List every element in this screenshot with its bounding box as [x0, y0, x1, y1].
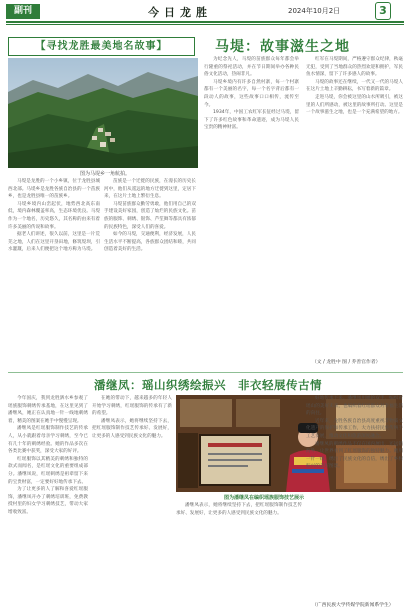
newspaper-name: 今日龙胜 [148, 6, 212, 19]
paragraph: 苗族是一个迁徙的民族，在漫长的历史长河中，他们从遥远的地方迁徙到这里，定居下来，在这片土地上繁衍生息。 [104, 179, 196, 200]
column-banner: 【寻找龙胜最美地名故事】 [8, 37, 195, 56]
paragraph: 马堤乡境内山峦起伏，地势西北高东南低，境内森林覆盖率高，生态环境优良。马堤作为一个地名，历史悠久，其名称的由来有着许多美丽的传说和故事。 [8, 201, 100, 230]
paragraph: 如今的马堤，交通便利，经济发展，人民生活水平不断提高，各族群众团结和睦，共同创造着美好的生活。 [104, 232, 196, 253]
paragraph: 马堤乡境内有许多自然村寨，每一个村寨都有一个美丽的名字，每一个名字背后都有一段动人的故事，这些故事口口相传，流传至今。 [204, 79, 299, 108]
paragraph: 据老人们讲述，很久以前，这里是一片荒芜之地，人们在这里开垦田地，修筑堤坝，引水灌溉，后来人们便把这个地方称为马堤。 [8, 232, 100, 253]
header-rule [6, 21, 404, 23]
paragraph: 潘继凤是红瑶服饰制作技艺的传承人，从小就跟着母亲学习刺绣，至今已有几十年的刺绣经验。她的作品多次在各类比赛中获奖，深受大家的好评。 [8, 426, 88, 455]
aerial-photo [8, 58, 198, 168]
paragraph: 马堤的故事还在继续，一代又一代的马堤人在这片土地上辛勤耕耘，书写着新的篇章。 [306, 79, 403, 93]
paragraph: 为了让更多的人了解和喜爱红瑶服饰，潘继凤开办了刺绣培训班，免费教授村里的妇女学习刺绣技艺，带动大家增收致富。 [8, 487, 88, 515]
paragraph: 在她的带动下，越来越多的年轻人开始学习刺绣，红瑶服饰的传承有了新的希望。 [92, 396, 172, 417]
paragraph: 红瑶服饰以其精美的刺绣和独特的款式而闻名，是红瑶文化的重要组成部分。潘继凤说，红瑶刺绣是祖辈留下来的宝贵财富，一定要好好地传承下去。 [8, 456, 88, 485]
paragraph: 近年来，龙胜各族自治县高度重视非物质文化遗产的保护和传承工作，大力扶持民族传统手工艺发展，推动文化和旅游深度融合。 [306, 418, 403, 439]
article1-byline: （文 / 龙胜中 图 / 乔善官作者） [312, 360, 381, 365]
article2-column-3 [176, 502, 302, 608]
paragraph: 潘继凤的刺绣作品不仅在国内展出，还远销海外，让世界看到了红瑶服饰的独特魅力。她用一针一线，绣出了民族文化的自信，绣出了乡村振兴的美好图景。 [306, 441, 403, 470]
issue-date: 2024年10月2日 [288, 7, 341, 15]
paragraph: 今年国庆，我到龙胜泗水乡参观了瑶族服饰刺绣传承基地，在这里见到了潘继凤，她正在认真地一针一线地刺绣着，精美的图案在她手中慢慢呈现。 [8, 396, 88, 424]
paragraph: 为纪念先人，马堤的苗族群众每年都会举行隆重的祭祀活动，并在节日期间举办各种民俗文化活动，热闹非凡。 [204, 57, 299, 78]
article1-column-2 [104, 178, 196, 370]
photo1-caption: 图为马堤乡一角航拍。 [80, 171, 131, 177]
article2-column-4 [306, 395, 403, 600]
photo2-caption: 图为潘继凤在编织瑶族服饰技艺展示 [224, 495, 305, 501]
paragraph: 潘继凤表示，她将继续坚持下去，把红瑶服饰制作技艺传承好、发展好，让更多的人感受到民族文化的魅力。 [92, 418, 172, 439]
article1-column-3 [204, 56, 299, 368]
article1-headline: 马堤：故事滋生之地 [215, 39, 350, 55]
article1-column-1 [8, 178, 100, 370]
aerial-landscape-image [8, 58, 198, 168]
paragraph: 走进马堤，你会被这里的山水所吸引，被这里的人们所感动，被这里的故事所打动。这里是一个故事滋生之地，也是一个充满希望的地方。 [306, 94, 403, 116]
section-divider [8, 372, 403, 373]
article2-column-2 [92, 395, 172, 610]
page-number: 3 [375, 2, 391, 20]
paragraph: 马堤苗族群众勤劳勇敢，他们用自己的双手建设美好家园，创造了灿烂的民族文化。苗族的服饰、刺绣、银饰、芦笙舞等都具有浓郁的民族特色，深受人们的喜爱。 [104, 201, 196, 230]
header-rule-thin [6, 24, 404, 25]
paragraph: 潘继凤表示，她将继续坚持下去，把红瑶服饰制作技艺传承好、发展好，让更多的人感受到民族文化的魅力。 [176, 503, 302, 516]
section-tag: 副刊 [6, 4, 40, 19]
paragraph: 红军在马堤期间，严格遵守群众纪律，秋毫无犯，受到了当地群众的热烈欢迎和拥护，军民鱼水情深，留下了许多感人的故事。 [306, 57, 403, 78]
paragraph: 1934年，中国工农红军长征经过马堤，留下了许多红色故事和革命遗迹，成为马堤人民宝贵的精神财富。 [204, 110, 299, 131]
paragraph: 马堤是龙胜的一个小乡镇，位于龙胜县城西北部。马堤乡是龙胜各族自治县的一个苗族乡，也是龙胜县唯一的苗族乡。 [8, 179, 100, 200]
page-header [0, 0, 410, 32]
article2-byline: （广西民族大学传媒学院新闻系学生） [312, 603, 394, 608]
article2-headline: 潘继凤：瑶山织绣绘振兴 非衣轻展传古情 [94, 378, 322, 392]
article2-column-1 [8, 395, 88, 610]
paragraph: 好地传承下来。潘继凤用她的双手，编织着瑶山的美好未来，也编织着红瑶群众对幸福生活的向往。 [306, 396, 403, 417]
article1-column-4 [306, 56, 403, 354]
